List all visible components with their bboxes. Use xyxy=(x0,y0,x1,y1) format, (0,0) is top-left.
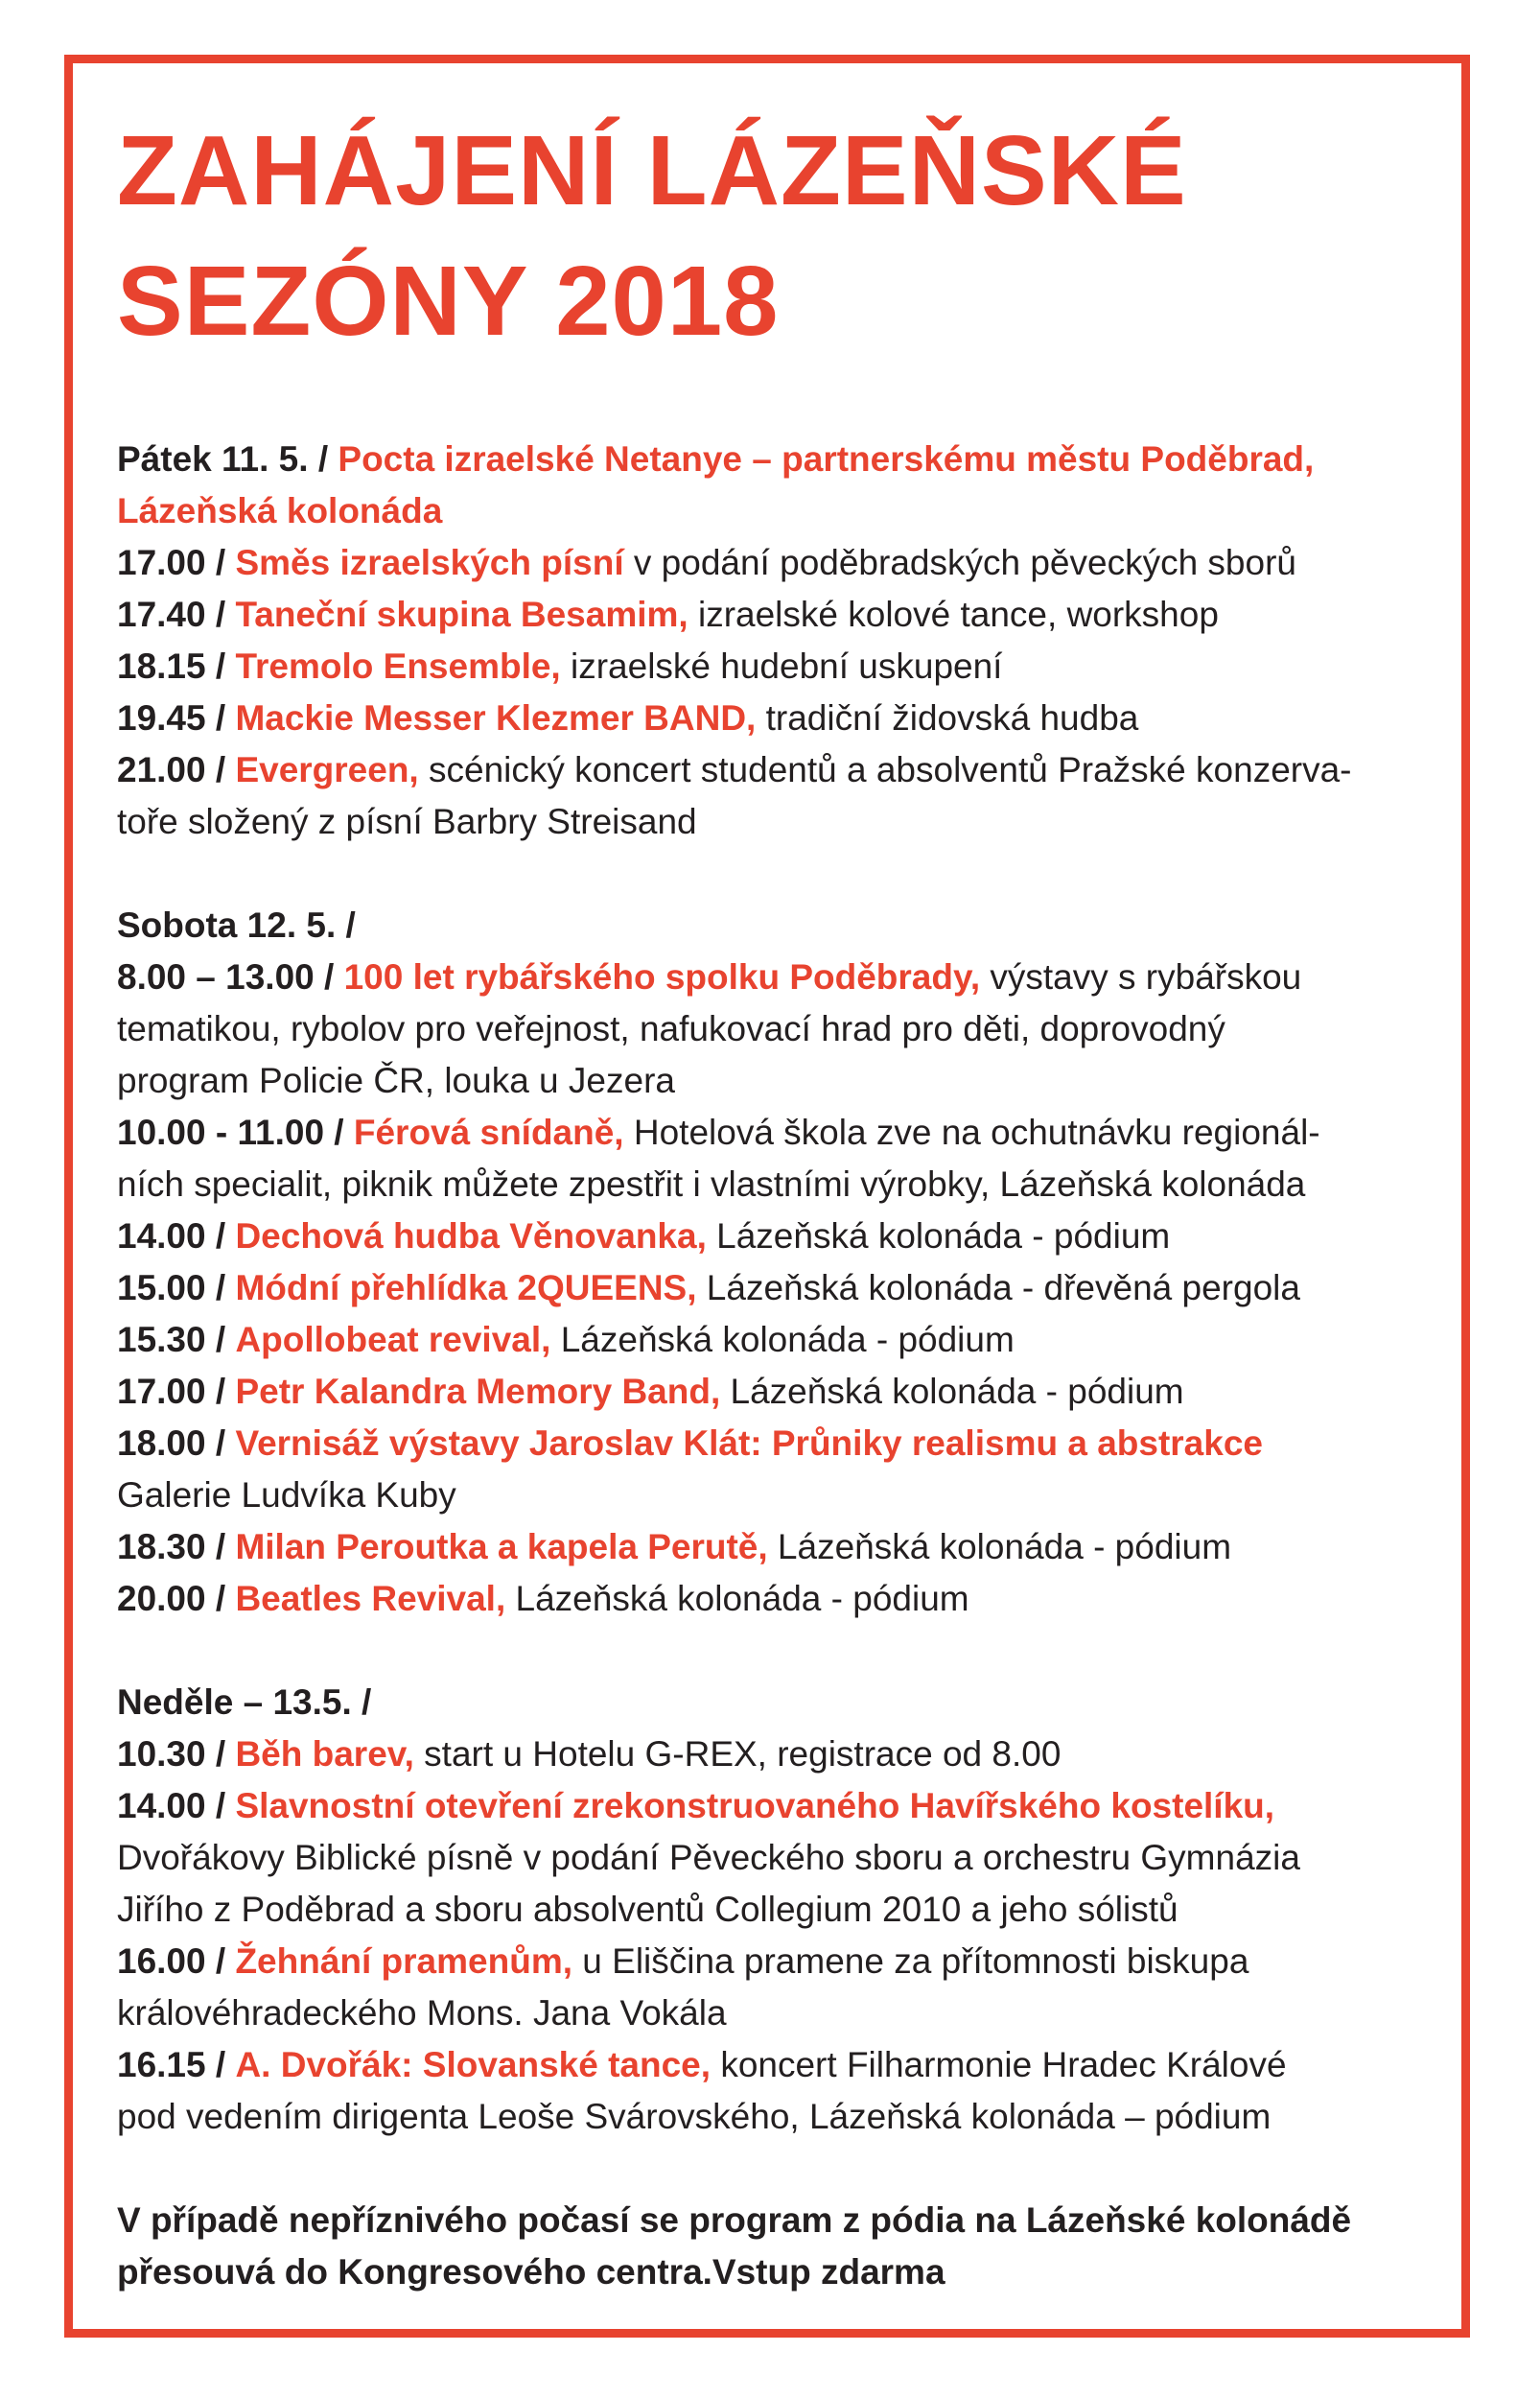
poster-content xyxy=(117,106,1440,2298)
event-item: 19.45 / Mackie Messer Klezmer BAND, tradiční židovská hudba xyxy=(117,698,1139,738)
event-item-cont: královéhradeckého Mons. Jana Vokála xyxy=(117,1993,727,2033)
event-item: 8.00 – 13.00 / 100 let rybářského spolku Poděbrady, výstavy s rybářskou xyxy=(117,957,1302,997)
event-item-cont: toře složený z písní Barbry Streisand xyxy=(117,802,697,841)
note-line-2: přesouvá do Kongresového centra.Vstup zdarma xyxy=(117,2252,945,2292)
event-item: 18.15 / Tremolo Ensemble, izraelské hudební uskupení xyxy=(117,647,1003,686)
day-saturday xyxy=(117,900,1440,1625)
event-item: 17.00 / Petr Kalandra Memory Band, Lázeňská kolonáda - pódium xyxy=(117,1372,1184,1411)
day-friday xyxy=(117,434,1440,848)
event-item-cont: Galerie Ludvíka Kuby xyxy=(117,1475,456,1515)
event-item-cont: Jiřího z Poděbrad a sboru absolventů Collegium 2010 a jeho sólistů xyxy=(117,1890,1178,1929)
day-heading: Neděle – 13.5. / xyxy=(117,1682,372,1722)
day-heading: Sobota 12. 5. / xyxy=(117,905,356,945)
event-item: 17.40 / Taneční skupina Besamim, izraelské kolové tance, workshop xyxy=(117,595,1219,634)
event-item: 15.00 / Módní přehlídka 2QUEENS, Lázeňská kolonáda - dřevěná pergola xyxy=(117,1268,1300,1307)
event-item: 14.00 / Dechová hudba Věnovanka, Lázeňská kolonáda - pódium xyxy=(117,1216,1171,1256)
day-heading-cont: Lázeňská kolonáda xyxy=(117,491,443,530)
event-item: 21.00 / Evergreen, scénický koncert studentů a absolventů Pražské konzerva- xyxy=(117,750,1352,789)
event-item-cont: ních specialit, piknik můžete zpestřit i vlastními výrobky, Lázeňská kolonáda xyxy=(117,1164,1306,1204)
event-item: 17.00 / Směs izraelských písní v podání poděbradských pěveckých sborů xyxy=(117,543,1296,582)
page-title xyxy=(117,106,1440,366)
day-heading: Pátek 11. 5. / Pocta izraelské Netanye – partnerskému městu Poděbrad, xyxy=(117,439,1315,479)
event-item: 10.30 / Běh barev, start u Hotelu G-REX, registrace od 8.00 xyxy=(117,1734,1062,1774)
program xyxy=(117,434,1440,2298)
title-line-2: SEZÓNY 2018 xyxy=(117,246,780,356)
event-item-cont: Dvořákovy Biblické písně v podání Pěveckého sboru a orchestru Gymnázia xyxy=(117,1838,1300,1877)
event-item: 16.00 / Žehnání pramenům, u Eliščina pramene za přítomnosti biskupa xyxy=(117,1941,1249,1981)
event-item-cont: pod vedením dirigenta Leoše Svárovského, Lázeňská kolonáda – pódium xyxy=(117,2097,1272,2136)
weather-note xyxy=(117,2195,1440,2298)
event-item: 16.15 / A. Dvořák: Slovanské tance, koncert Filharmonie Hradec Králové xyxy=(117,2045,1287,2084)
event-item: 20.00 / Beatles Revival, Lázeňská kolonáda - pódium xyxy=(117,1579,969,1618)
title-line-1: ZAHÁJENÍ LÁZEŇSKÉ xyxy=(117,115,1187,225)
event-item: 18.30 / Milan Peroutka a kapela Perutě, Lázeňská kolonáda - pódium xyxy=(117,1527,1232,1566)
event-item: 15.30 / Apollobeat revival, Lázeňská kolonáda - pódium xyxy=(117,1320,1015,1359)
event-item-cont: tematikou, rybolov pro veřejnost, nafukovací hrad pro děti, doprovodný xyxy=(117,1009,1225,1048)
day-sunday xyxy=(117,1677,1440,2143)
note-line-1: V případě nepříznivého počasí se program z pódia na Lázeňské kolonádě xyxy=(117,2200,1352,2240)
event-item: 10.00 - 11.00 / Férová snídaně, Hotelová škola zve na ochutnávku regionál- xyxy=(117,1113,1320,1152)
event-item: 18.00 / Vernisáž výstavy Jaroslav Klát: Průniky realismu a abstrakce xyxy=(117,1423,1263,1463)
event-item: 14.00 / Slavnostní otevření zrekonstruovaného Havířského kostelíku, xyxy=(117,1786,1275,1825)
event-item-cont: program Policie ČR, louka u Jezera xyxy=(117,1061,675,1100)
